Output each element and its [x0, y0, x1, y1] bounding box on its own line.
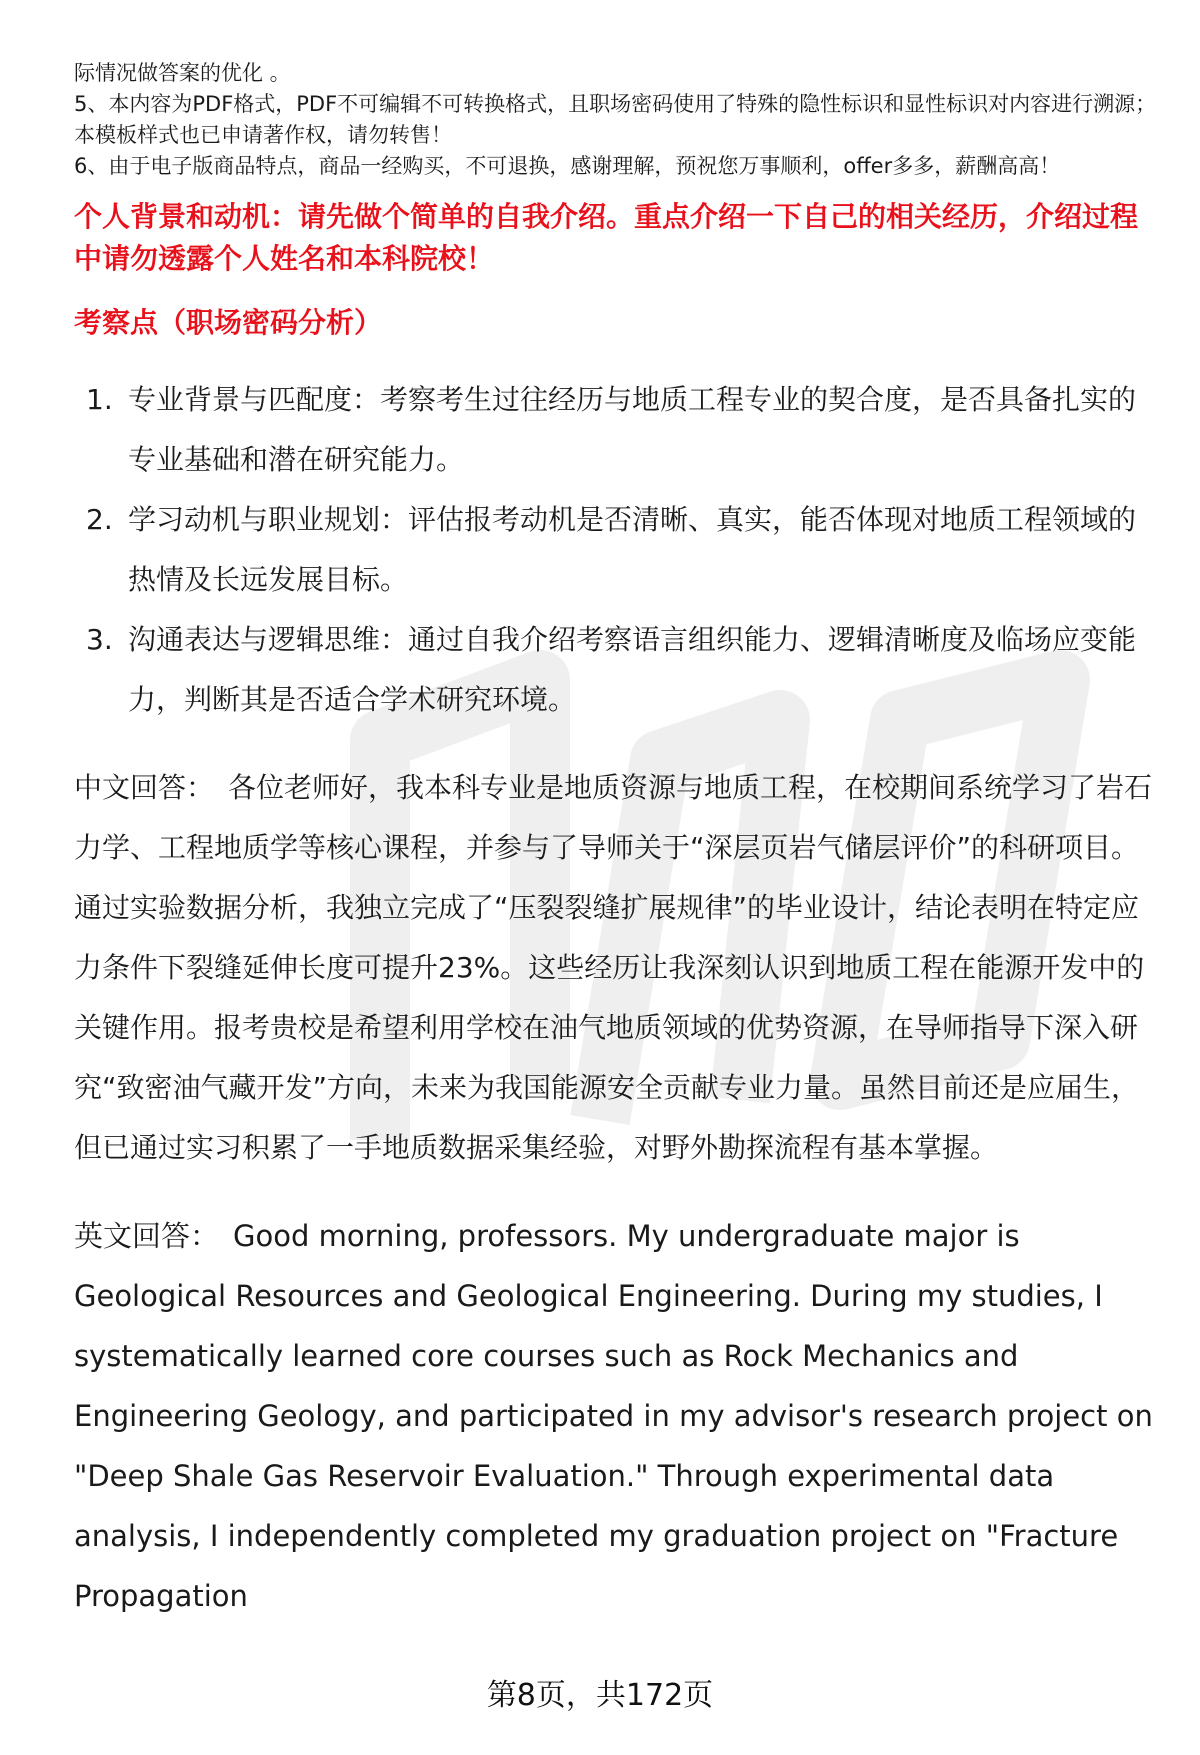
list-item-number: 1.: [86, 383, 113, 416]
chinese-answer-label: 中文回答：: [74, 771, 215, 804]
analysis-points-list: [74, 370, 1160, 730]
english-answer-label: 英文回答：: [74, 1219, 220, 1253]
question-heading: 个人背景和动机：请先做个简单的自我介绍。重点介绍一下自己的相关经历，介绍过程中请勿透露个人姓名和本科院校！: [74, 200, 1139, 275]
list-item: [74, 610, 1160, 730]
list-item-number: 2.: [86, 503, 113, 536]
list-item-text: 沟通表达与逻辑思维：通过自我介绍考察语言组织能力、逻辑清晰度及临场应变能力，判断其是否适合学术研究环境。: [128, 623, 1137, 716]
list-item: [74, 490, 1160, 610]
list-item: [74, 370, 1160, 490]
page-number-footer: 第8页，共172页: [486, 1678, 714, 1713]
english-answer: [74, 1206, 1160, 1626]
list-item-text: 学习动机与职业规划：评估报考动机是否清晰、真实，能否体现对地质工程领域的热情及长远发展目标。: [128, 503, 1137, 596]
chinese-answer: [74, 758, 1160, 1178]
list-item-number: 3.: [86, 623, 113, 656]
note-line: 5、本内容为PDF格式，PDF不可编辑不可转换格式，且职场密码使用了特殊的隐性标识和显性标识对内容进行溯源；本模板样式也已申请著作权，请勿转售！: [74, 92, 1157, 147]
note-line: 6、由于电子版商品特点，商品一经购买，不可退换，感谢理解，预祝您万事顺利，offer多多，薪酬高高！: [74, 154, 1061, 178]
chinese-answer-text: 各位老师好，我本科专业是地质资源与地质工程，在校期间系统学习了岩石力学、工程地质学等核心课程，并参与了导师关于“深层页岩气储层评价”的科研项目。通过实验数据分析，我独立完成了“压裂裂缝扩展规律”的毕业设计，结论表明在特定应力条件下裂缝延伸长度可提升23%。这些经历让我深刻认识到地质工程在能源开发中的关键作用。报考贵校是希望利用学校在油气地质领域的优势资源，在导师指导下深入研究“致密油气藏开发”方向，未来为我国能源安全贡献专业力量。虽然目前还是应届生，但已通过实习积累了一手地质数据采集经验，对野外勘探流程有基本掌握。: [74, 771, 1153, 1164]
list-item-text: 专业背景与匹配度：考察考生过往经历与地质工程专业的契合度，是否具备扎实的专业基础和潜在研究能力。: [128, 383, 1137, 476]
notes-block: [74, 58, 1160, 182]
page-content: [74, 58, 1160, 1626]
note-line: 际情况做答案的优化 。: [74, 61, 291, 85]
analysis-title: 考察点（职场密码分析）: [74, 306, 383, 339]
english-answer-text: Good morning, professors. My undergraduate major is Geological Resources and Geological Engineering. During my studies, I systematically learned core courses such as Rock Mechanics and Engineering Geology, and participated in my advisor's research project on "Deep Shale Gas Reservoir Evaluation." Through experimental data analysis, I independently completed my graduation project on "Fracture Propagation: [74, 1219, 1153, 1613]
